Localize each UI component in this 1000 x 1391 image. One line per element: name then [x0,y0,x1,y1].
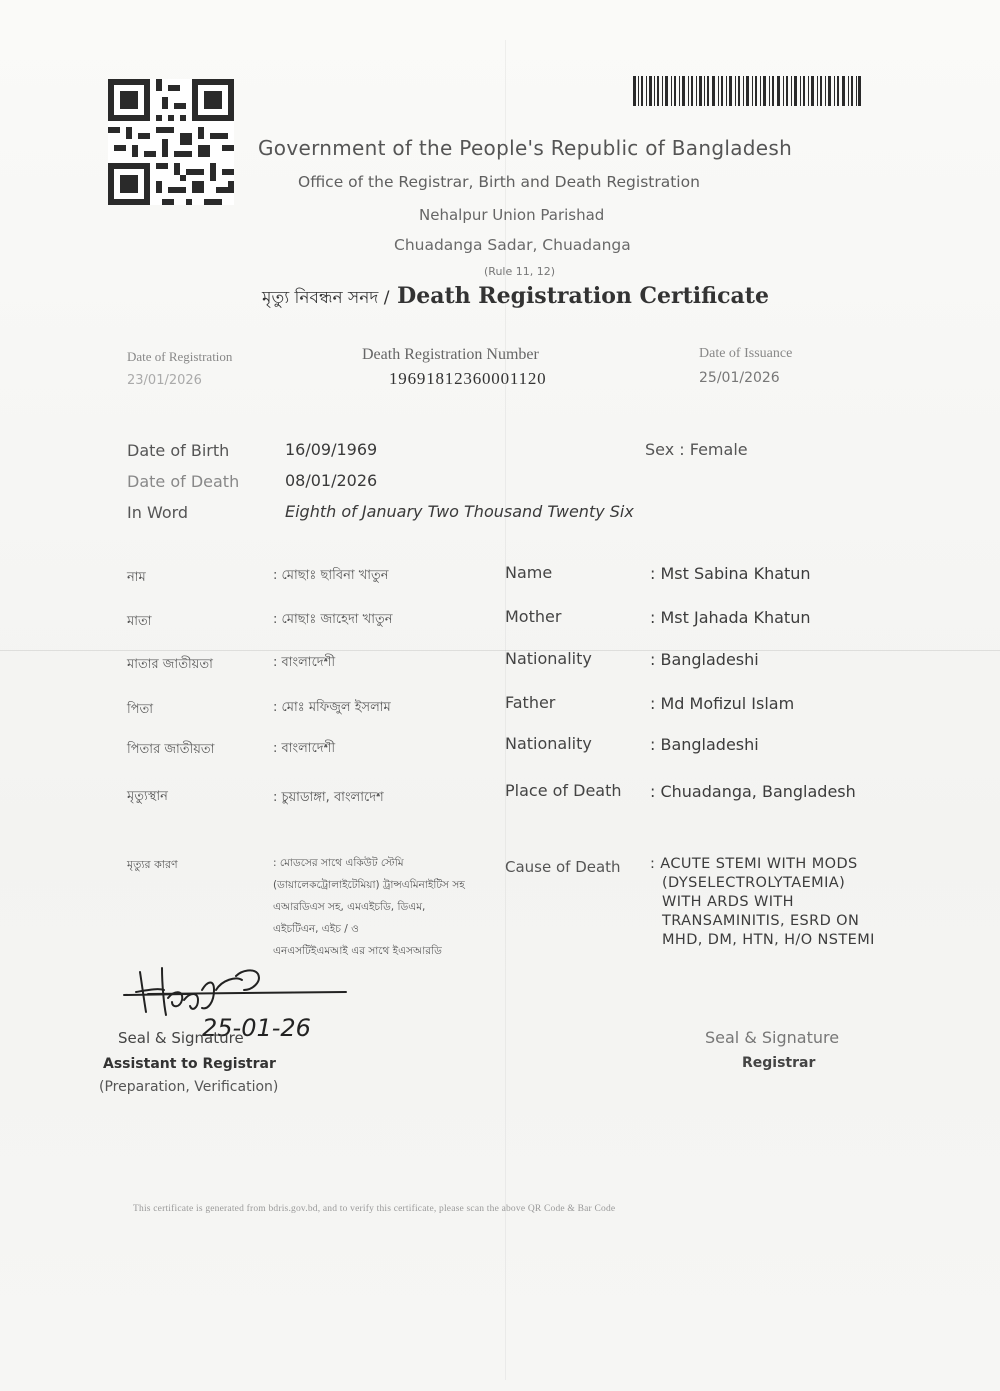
handwritten-date: 25-01-26 [202,1014,311,1042]
bn-cause-line: এইচটিএন, এইচ / ও [273,923,359,935]
qr-code [108,78,234,206]
en-cause-line: : ACUTE STEMI WITH MODS [650,856,858,872]
bn-mother-nationality-label: মাতার জাতীয়তা [127,657,213,672]
bn-cause-line: (ডায়ালেকট্রোলাইটেমিয়া) ট্রান্সএমিনাইটিস সহ [273,879,465,891]
registrar-label: Registrar [742,1055,816,1071]
en-cause-block [650,855,875,950]
bn-cause-line: এআরডিএস সহ, এমএইচডি, ডিএম, [273,901,426,913]
preparation-verification-label: (Preparation, Verification) [99,1079,279,1095]
bn-cause-line: : মোডসের সাথে একিউট স্টেমি [273,857,404,869]
dob-label: Date of Birth [127,441,230,460]
en-cause-line: WITH ARDS WITH [662,894,794,910]
registration-number-label: Death Registration Number [362,346,539,363]
en-mother-nationality-label: Nationality [505,649,592,668]
en-father-label: Father [505,693,556,712]
government-heading: Government of the People's Republic of Bangladesh [258,136,793,160]
bn-mother-nationality-value: : বাংলাদেশী [273,655,336,670]
bn-father-nationality-label: পিতার জাতীয়তা [127,742,215,757]
en-cause-label: Cause of Death [505,858,621,876]
bn-cause-block [273,852,465,962]
en-mother-label: Mother [505,607,562,626]
bn-place-value: : চুয়াডাঙ্গা, বাংলাদেশ [273,790,384,805]
bn-name-value: : মোছাঃ ছাবিনা খাতুন [273,568,389,583]
en-name-label: Name [505,563,553,582]
sex-value: Sex : Female [645,440,748,459]
bn-father-nationality-value: : বাংলাদেশী [273,741,336,756]
bn-cause-line: এনএসটিইএমআই এর সাথে ইএসআরডি [273,945,442,957]
assistant-registrar-label: Assistant to Registrar [103,1056,276,1072]
en-father-nationality-label: Nationality [505,734,592,753]
left-seal-label: Seal & Signature [118,1029,244,1047]
registration-date-label: Date of Registration [127,349,233,364]
dod-label: Date of Death [127,472,240,491]
dob-value: 16/09/1969 [285,440,378,459]
en-father-nationality-value: : Bangladeshi [650,735,759,754]
rule-reference: (Rule 11, 12) [484,265,556,278]
fold-line-horizontal [0,650,1000,651]
en-place-label: Place of Death [505,781,622,800]
district-heading: Chuadanga Sadar, Chuadanga [394,236,631,254]
issuance-date-label: Date of Issuance [699,346,793,361]
certificate-title [262,283,769,313]
certificate-title-bangla: মৃত্যু নিবন্ধন সনদ / [262,288,390,308]
office-heading: Office of the Registrar, Birth and Death Registration [298,173,700,191]
en-name-value: : Mst Sabina Khatun [650,564,811,583]
registration-date-value: 23/01/2026 [127,373,202,388]
bn-mother-value: : মোছাঃ জাহেদা খাতুন [273,612,393,627]
certificate-title-english: Death Registration Certificate [397,283,769,309]
bn-father-label: পিতা [127,702,154,717]
registration-number-value: 19691812360001120 [389,369,547,388]
footer-note: This certificate is generated from bdris.gov.bd, and to verify this certificate, please scan the above QR Code & Bar Code [133,1204,616,1214]
en-place-value: : Chuadanga, Bangladesh [650,782,856,801]
bn-cause-label: মৃত্যুর কারণ [127,858,178,871]
in-word-label: In Word [127,503,189,522]
barcode [633,76,861,106]
union-heading: Nehalpur Union Parishad [419,206,605,224]
en-mother-value: : Mst Jahada Khatun [650,608,811,627]
en-mother-nationality-value: : Bangladeshi [650,650,759,669]
en-father-value: : Md Mofizul Islam [650,694,795,713]
en-cause-line: (DYSELECTROLYTAEMIA) [662,875,846,891]
issuance-date-value: 25/01/2026 [699,370,780,386]
en-cause-line: MHD, DM, HTN, H/O NSTEMI [662,932,875,948]
in-word-value: Eighth of January Two Thousand Twenty Six [285,502,634,521]
bn-place-label: মৃত্যুস্থান [127,789,168,804]
right-seal-label: Seal & Signature [705,1028,840,1047]
dod-value: 08/01/2026 [285,471,378,490]
bn-mother-label: মাতা [127,614,152,629]
en-cause-line: TRANSAMINITIS, ESRD ON [662,913,860,929]
bn-father-value: : মোঃ মফিজুল ইসলাম [273,700,391,715]
bn-name-label: নাম [127,570,146,585]
